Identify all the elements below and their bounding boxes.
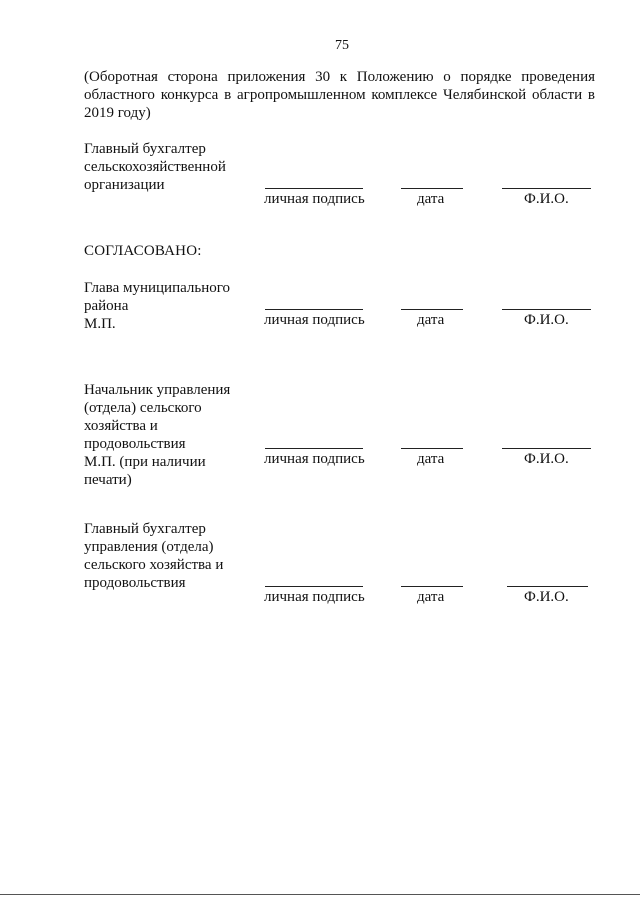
- signature-caption: личная подпись: [264, 589, 365, 605]
- role-label: [84, 520, 259, 592]
- name-caption: Ф.И.О.: [524, 312, 569, 328]
- bottom-rule: [0, 894, 640, 895]
- role-label: [84, 140, 259, 194]
- role-line: продовольствия: [84, 436, 186, 452]
- date-caption: дата: [417, 451, 445, 467]
- name-line: [502, 188, 591, 189]
- signature-line: [265, 309, 363, 310]
- role-line: М.П. (при наличии: [84, 454, 206, 470]
- role-line: управления (отдела): [84, 539, 214, 555]
- date-line: [401, 309, 463, 310]
- role-line: Начальник управления: [84, 382, 231, 398]
- date-line: [401, 188, 463, 189]
- name-caption: Ф.И.О.: [524, 589, 569, 605]
- signature-line: [265, 188, 363, 189]
- role-line: Главный бухгалтер: [84, 521, 206, 537]
- date-caption: дата: [417, 191, 445, 207]
- role-line: продовольствия: [84, 575, 186, 591]
- role-line: хозяйства и: [84, 418, 158, 434]
- name-line: [507, 586, 588, 587]
- signature-line: [265, 586, 363, 587]
- header-note-line: (Оборотная сторона приложения 30 к Положению о порядке проведения: [84, 69, 595, 85]
- role-line: Глава муниципального: [84, 280, 231, 296]
- date-caption: дата: [417, 589, 445, 605]
- name-caption: Ф.И.О.: [524, 451, 569, 467]
- date-line: [401, 586, 463, 587]
- signature-caption: личная подпись: [264, 451, 365, 467]
- signature-caption: личная подпись: [264, 191, 365, 207]
- signature-caption: личная подпись: [264, 312, 365, 328]
- role-line: М.П.: [84, 316, 116, 332]
- header-note-line: областного конкурса в агропромышленном комплексе Челябинской области в: [84, 87, 595, 103]
- page-number: 75: [335, 38, 349, 53]
- role-line: района: [84, 298, 129, 314]
- role-line: сельского хозяйства и: [84, 557, 224, 573]
- name-caption: Ф.И.О.: [524, 191, 569, 207]
- header-note: [84, 68, 595, 122]
- role-line: (отдела) сельского: [84, 400, 202, 416]
- role-label: [84, 381, 259, 489]
- role-line: сельскохозяйственной: [84, 159, 226, 175]
- role-line: организации: [84, 177, 165, 193]
- role-line: Главный бухгалтер: [84, 141, 206, 157]
- agreed-heading: СОГЛАСОВАНО:: [84, 243, 202, 259]
- name-line: [502, 448, 591, 449]
- role-label: [84, 279, 259, 333]
- date-caption: дата: [417, 312, 445, 328]
- header-note-line: 2019 году): [84, 105, 151, 121]
- name-line: [502, 309, 591, 310]
- role-line: печати): [84, 472, 132, 488]
- date-line: [401, 448, 463, 449]
- signature-line: [265, 448, 363, 449]
